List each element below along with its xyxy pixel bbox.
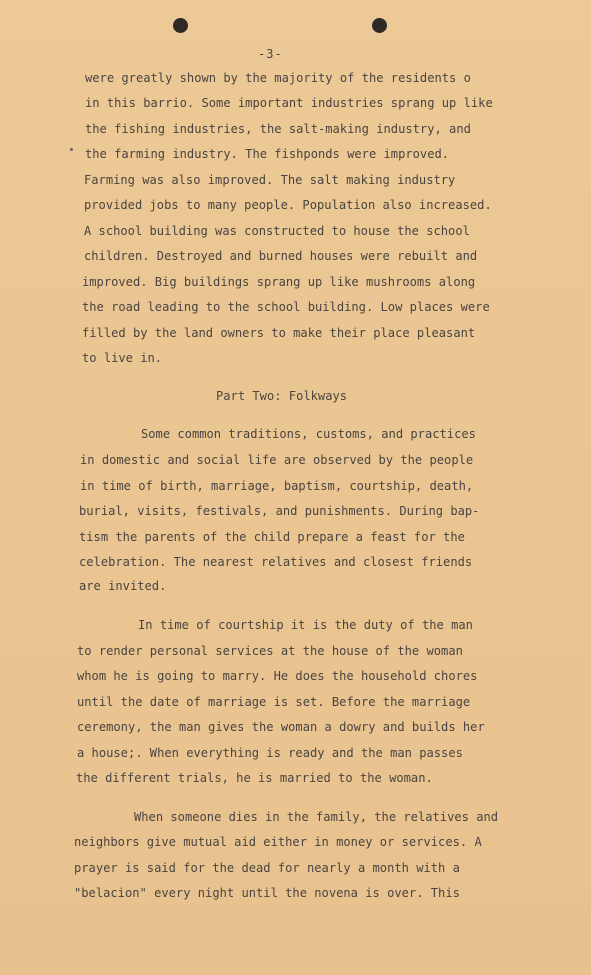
- text-line: When someone dies in the family, the relatives and: [134, 810, 499, 824]
- margin-mark: [70, 148, 73, 151]
- text-line: in time of birth, marriage, baptism, courtship, death,: [80, 479, 474, 493]
- text-line: celebration. The nearest relatives and closest friends: [79, 555, 473, 569]
- text-line: to render personal services at the house of the woman: [77, 644, 463, 658]
- text-line: a house;. When everything is ready and the man passes: [77, 746, 463, 760]
- text-line: in this barrio. Some important industries sprang up like: [85, 96, 493, 110]
- text-line: provided jobs to many people. Population also increased.: [84, 198, 492, 212]
- text-line: Farming was also improved. The salt making industry: [84, 173, 456, 187]
- punch-hole-left: [173, 18, 188, 33]
- text-line: children. Destroyed and burned houses were rebuilt and: [84, 249, 478, 263]
- text-line: are invited.: [79, 579, 167, 593]
- punch-hole-right: [372, 18, 387, 33]
- text-line: neighbors give mutual aid either in money or services. A: [74, 835, 482, 849]
- text-line: tism the parents of the child prepare a feast for the: [79, 530, 465, 544]
- text-line: the road leading to the school building. Low places were: [82, 300, 490, 314]
- page-number: -3-: [258, 47, 283, 61]
- text-line: the different trials, he is married to the woman.: [76, 771, 433, 785]
- text-line: "belacion" every night until the novena is over. This: [74, 886, 460, 900]
- text-line: were greatly shown by the majority of the residents o: [85, 71, 471, 85]
- section-heading: Part Two: Folkways: [216, 389, 348, 403]
- text-line: In time of courtship it is the duty of the man: [138, 618, 473, 632]
- text-line: burial, visits, festivals, and punishments. During bap-: [79, 504, 480, 518]
- text-line: the farming industry. The fishponds were improved.: [85, 147, 450, 161]
- text-line: in domestic and social life are observed by the people: [80, 453, 474, 467]
- text-line: whom he is going to marry. He does the household chores: [77, 669, 478, 683]
- text-line: prayer is said for the dead for nearly a month with a: [74, 861, 460, 875]
- text-line: filled by the land owners to make their place pleasant: [82, 326, 476, 340]
- text-line: ceremony, the man gives the woman a dowry and builds her: [77, 720, 485, 734]
- text-line: Some common traditions, customs, and practices: [141, 427, 476, 441]
- text-line: the fishing industries, the salt-making industry, and: [85, 122, 471, 136]
- text-line: A school building was constructed to house the school: [84, 224, 470, 238]
- text-line: improved. Big buildings sprang up like mushrooms along: [82, 275, 476, 289]
- text-line: to live in.: [82, 351, 163, 365]
- text-line: until the date of marriage is set. Before the marriage: [77, 695, 471, 709]
